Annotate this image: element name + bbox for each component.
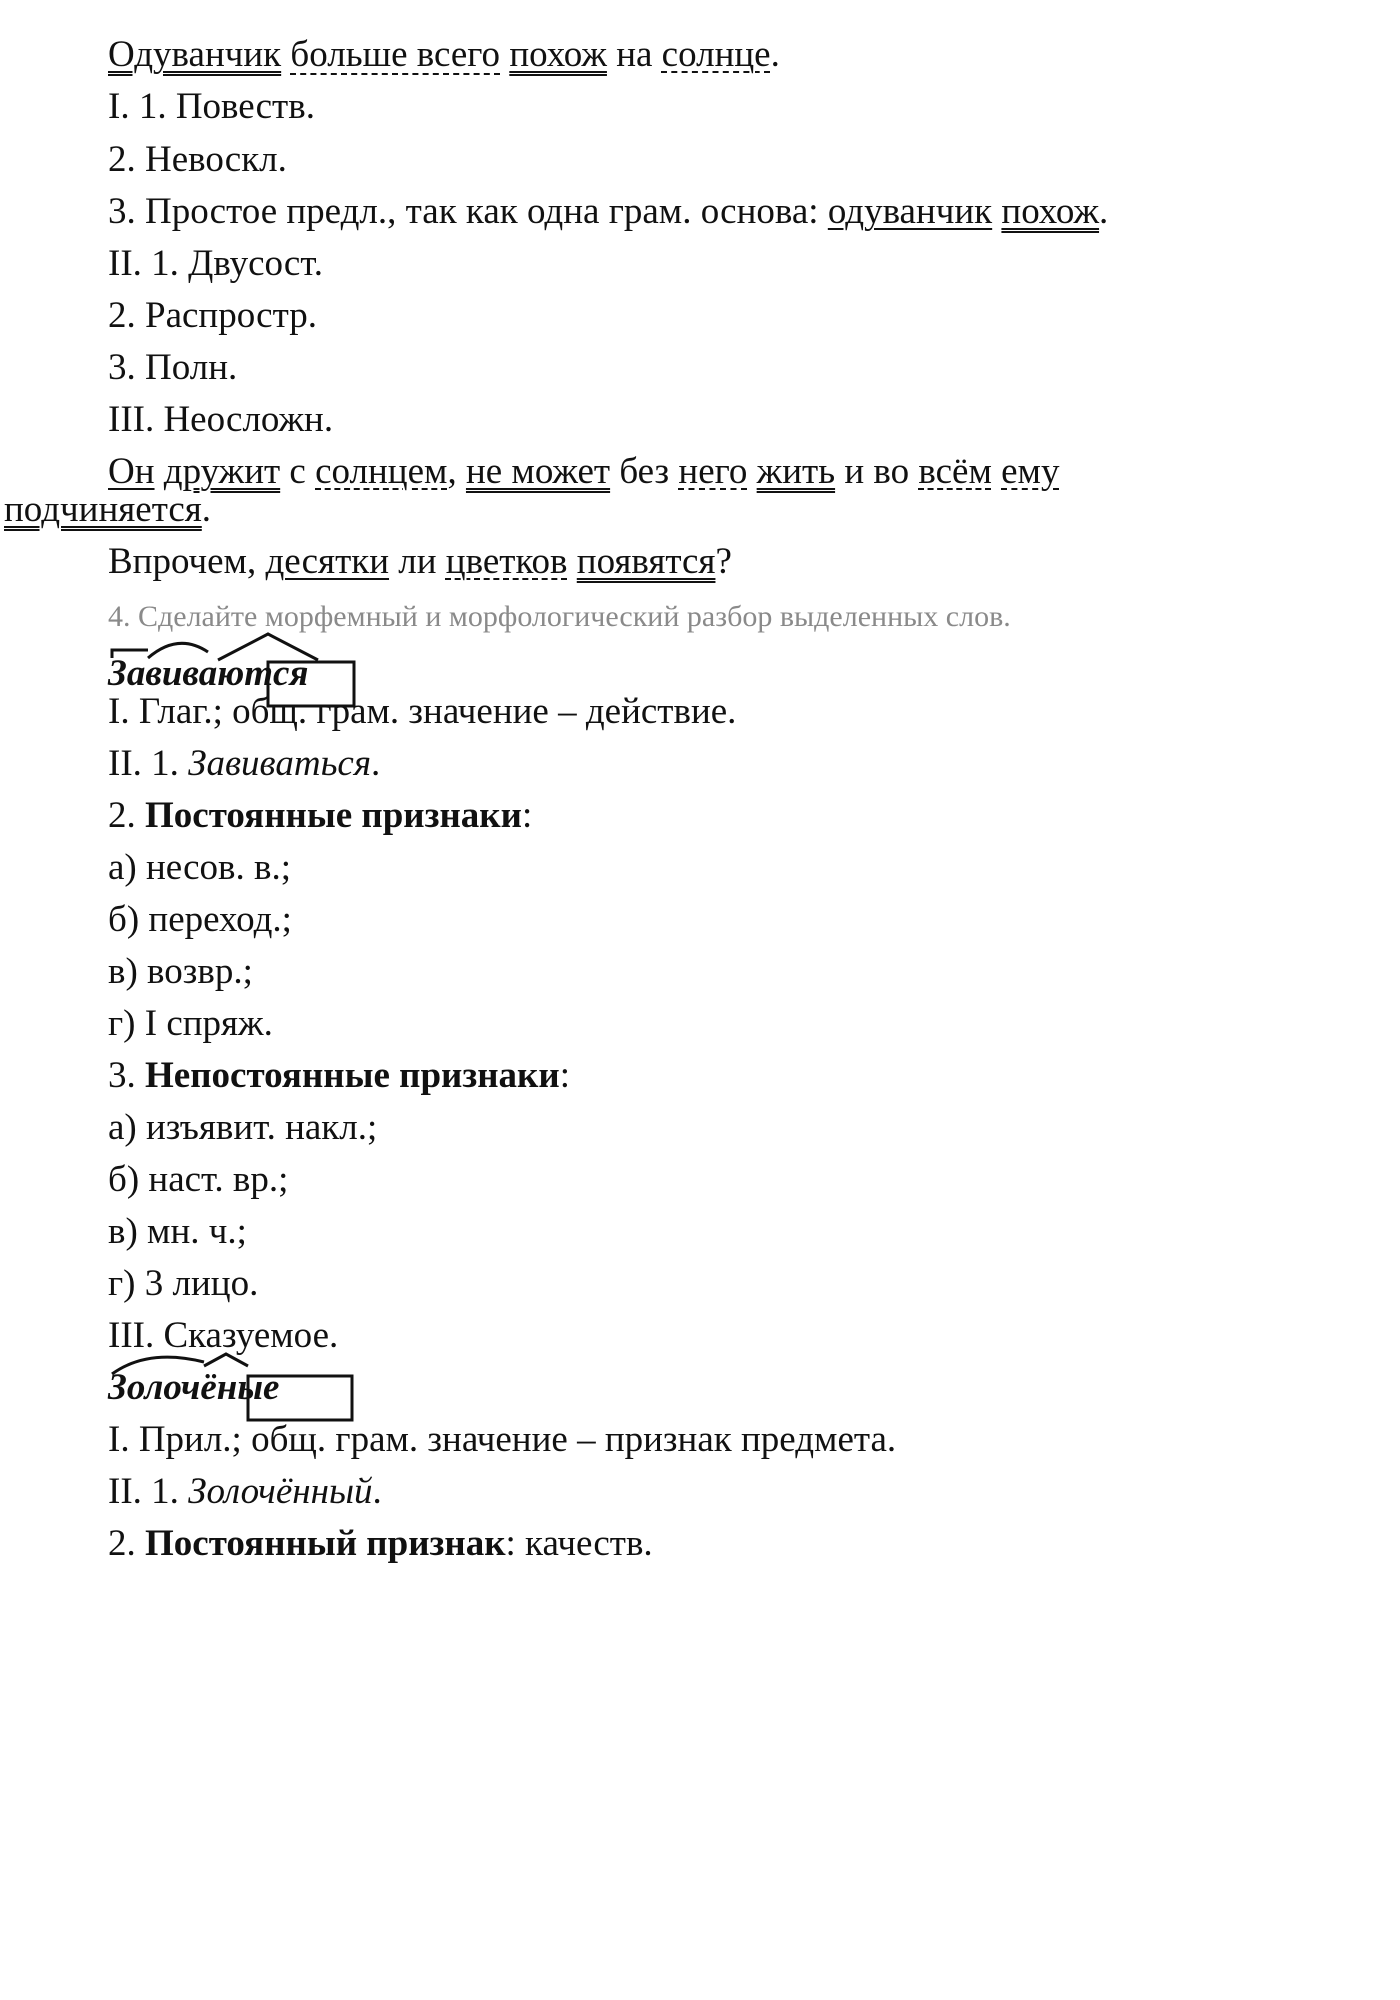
predicate-word: дружит	[163, 451, 281, 492]
subject-word: одуванчик	[827, 191, 993, 232]
object-word: всём	[918, 451, 992, 492]
parse-line: г) 3 лицо.	[108, 1263, 259, 1304]
object-word: ему	[1001, 451, 1060, 492]
parse-line: II. 1. Золочённый.	[108, 1471, 382, 1512]
headword-text: Золочёные	[108, 1367, 280, 1408]
sentence-2: Он дружит с солнцем, не может без него жить и во всём ему	[108, 451, 1060, 492]
parse-line: II. 1. Завиваться.	[108, 743, 381, 784]
sentence-2-continued: подчиняется.	[4, 489, 212, 530]
sentence-1: Одуванчик больше всего похож на солнце.	[108, 34, 780, 75]
analysis-line: I. 1. Повеств.	[108, 86, 315, 127]
predicate-word: появятся	[576, 541, 716, 582]
predicate-word: подчиняется	[4, 489, 202, 530]
task-heading: 4. Сделайте морфемный и морфологический разбор выделенных слов.	[108, 600, 1011, 633]
predicate-word: не может	[465, 451, 611, 492]
parse-line: I. Прил.; общ. грам. значение – признак предмета.	[108, 1419, 897, 1460]
object-word: него	[678, 451, 748, 492]
analysis-line: 2. Распростр.	[108, 295, 317, 336]
parse-line: 2. Постоянные признаки:	[108, 795, 533, 836]
parse-line: 2. Постоянный признак: качеств.	[108, 1523, 653, 1564]
analysis-line: II. 1. Двусост.	[108, 243, 323, 284]
object-word: солнцем	[315, 451, 448, 492]
subject-word: Он	[108, 451, 155, 492]
object-word: цветков	[445, 541, 568, 582]
predicate-word: похож	[509, 34, 607, 75]
analysis-line: 2. Невоскл.	[108, 139, 287, 180]
object-word: солнце	[661, 34, 771, 75]
morpheme-word-2	[108, 1366, 279, 1409]
parse-line: в) мн. ч.;	[108, 1211, 247, 1252]
parse-line: 3. Непостоянные признаки:	[108, 1055, 570, 1096]
parse-line: I. Глаг.; общ. грам. значение – действие.	[108, 691, 737, 732]
predicate-word: жить	[756, 451, 836, 492]
parse-line: б) наст. вр.;	[108, 1159, 289, 1200]
sentence-3: Впрочем, десятки ли цветков появятся?	[108, 541, 732, 582]
headword-text: Завиваются	[108, 653, 309, 694]
predicate-word: похож	[1001, 191, 1100, 232]
parse-line: а) несов. в.;	[108, 847, 292, 888]
parse-line: г) I спряж.	[108, 1003, 273, 1044]
analysis-line: III. Неосложн.	[108, 399, 334, 440]
parse-line: III. Сказуемое.	[108, 1315, 339, 1356]
analysis-line-basis: 3. Простое предл., так как одна грам. основа: одуванчик похож.	[108, 191, 1109, 232]
parse-line: а) изъявит. накл.;	[108, 1107, 378, 1148]
subject-word: Одуванчик	[108, 34, 282, 75]
subject-word: десятки	[265, 541, 390, 582]
parse-line: б) переход.;	[108, 899, 292, 940]
morpheme-word-1	[108, 652, 308, 695]
analysis-line: 3. Полн.	[108, 347, 238, 388]
parse-line: в) возвр.;	[108, 951, 253, 992]
adverbial-word: больше всего	[290, 34, 501, 75]
